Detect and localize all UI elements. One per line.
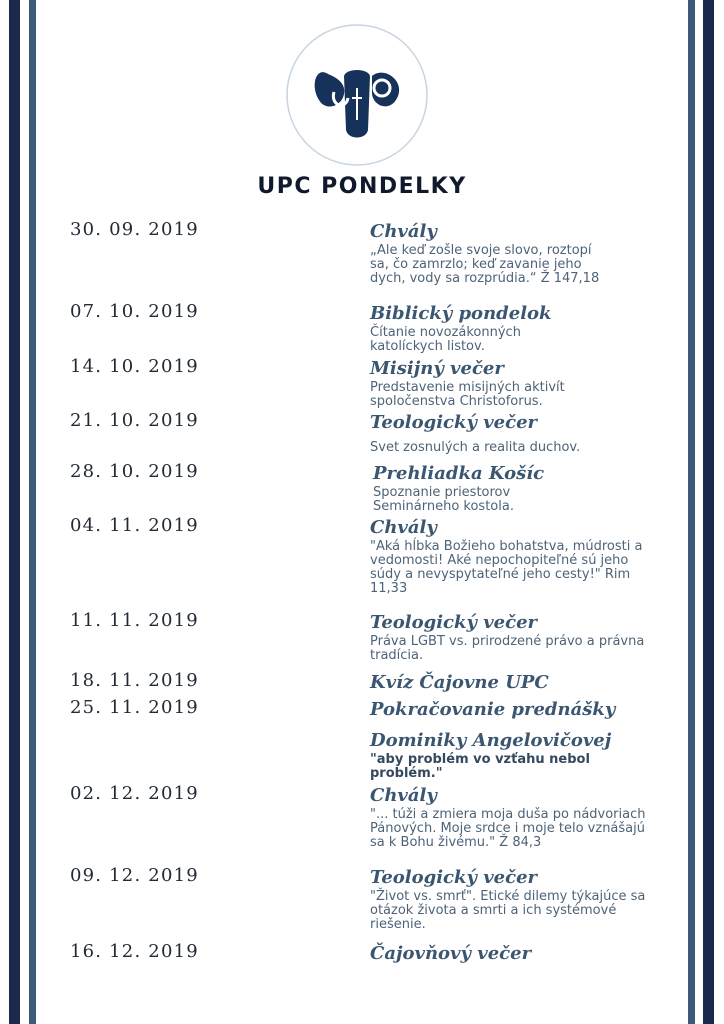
event-name: Prehliadka Košíc (373, 463, 545, 484)
upc-logo (284, 22, 430, 168)
event-name-continued: Dominiky Angelovičovej (370, 730, 612, 751)
right-border-outer (703, 0, 714, 1024)
event-date: 16. 12. 2019 (70, 941, 199, 962)
event-date: 14. 10. 2019 (70, 356, 199, 377)
page-title: UPC PONDELKY (257, 174, 467, 199)
event-date: 30. 09. 2019 (70, 219, 199, 240)
event-date: 07. 10. 2019 (70, 301, 199, 322)
left-border-inner (29, 0, 36, 1024)
event-desc: Čítanie novozákonných katolíckych listov. (370, 325, 521, 354)
event-date: 21. 10. 2019 (70, 410, 199, 431)
event-name: Teologický večer (370, 867, 538, 888)
event-desc: Predstavenie misijných aktivít spoločenstva Christoforus. (370, 380, 565, 409)
event-date: 11. 11. 2019 (70, 610, 199, 631)
event-date: 02. 12. 2019 (70, 783, 199, 804)
event-date: 25. 11. 2019 (70, 697, 199, 718)
event-desc: „Ale keď zošle svoje slovo, roztopí sa, čo zamrzlo; keď zavanie jeho dych, vody sa rozprúdia.“ Ž 147,18 (370, 243, 600, 286)
event-name: Chvály (370, 221, 437, 242)
event-desc: "... túži a zmiera moja duša po nádvoriach Pánových. Moje srdce i moje telo vznášajú sa k Bohu živému." Ž 84,3 (370, 807, 646, 850)
left-border-outer (9, 0, 20, 1024)
event-date: 18. 11. 2019 (70, 670, 199, 691)
event-name: Teologický večer (370, 412, 538, 433)
event-name: Biblický pondelok (370, 303, 552, 324)
event-name: Chvály (370, 785, 437, 806)
event-desc: "Život vs. smrť". Etické dilemy týkajúce sa otázok života a smrti a ich systémové riešenie. (370, 889, 646, 932)
right-border-inner (688, 0, 695, 1024)
event-name: Misijný večer (370, 358, 504, 379)
event-date: 28. 10. 2019 (70, 461, 199, 482)
event-name: Čajovňový večer (370, 943, 532, 964)
event-desc: "aby problém vo vzťahu nebol problém." (370, 752, 590, 781)
event-name: Teologický večer (370, 612, 538, 633)
event-date: 04. 11. 2019 (70, 515, 199, 536)
event-desc: Práva LGBT vs. prirodzené právo a právna tradícia. (370, 634, 645, 663)
event-desc: "Aká hĺbka Božieho bohatstva, múdrosti a vedomosti! Aké nepochopiteľné sú jeho súdy a nevyspytateľné jeho cesty!" Rim 11,33 (370, 539, 643, 596)
event-name: Pokračovanie prednášky (370, 699, 616, 720)
event-desc: Svet zosnulých a realita duchov. (370, 440, 581, 455)
event-date: 09. 12. 2019 (70, 865, 199, 886)
event-name: Chvály (370, 517, 437, 538)
event-name: Kvíz Čajovne UPC (370, 672, 549, 693)
event-desc: Spoznanie priestorov Seminárneho kostola. (373, 485, 514, 514)
